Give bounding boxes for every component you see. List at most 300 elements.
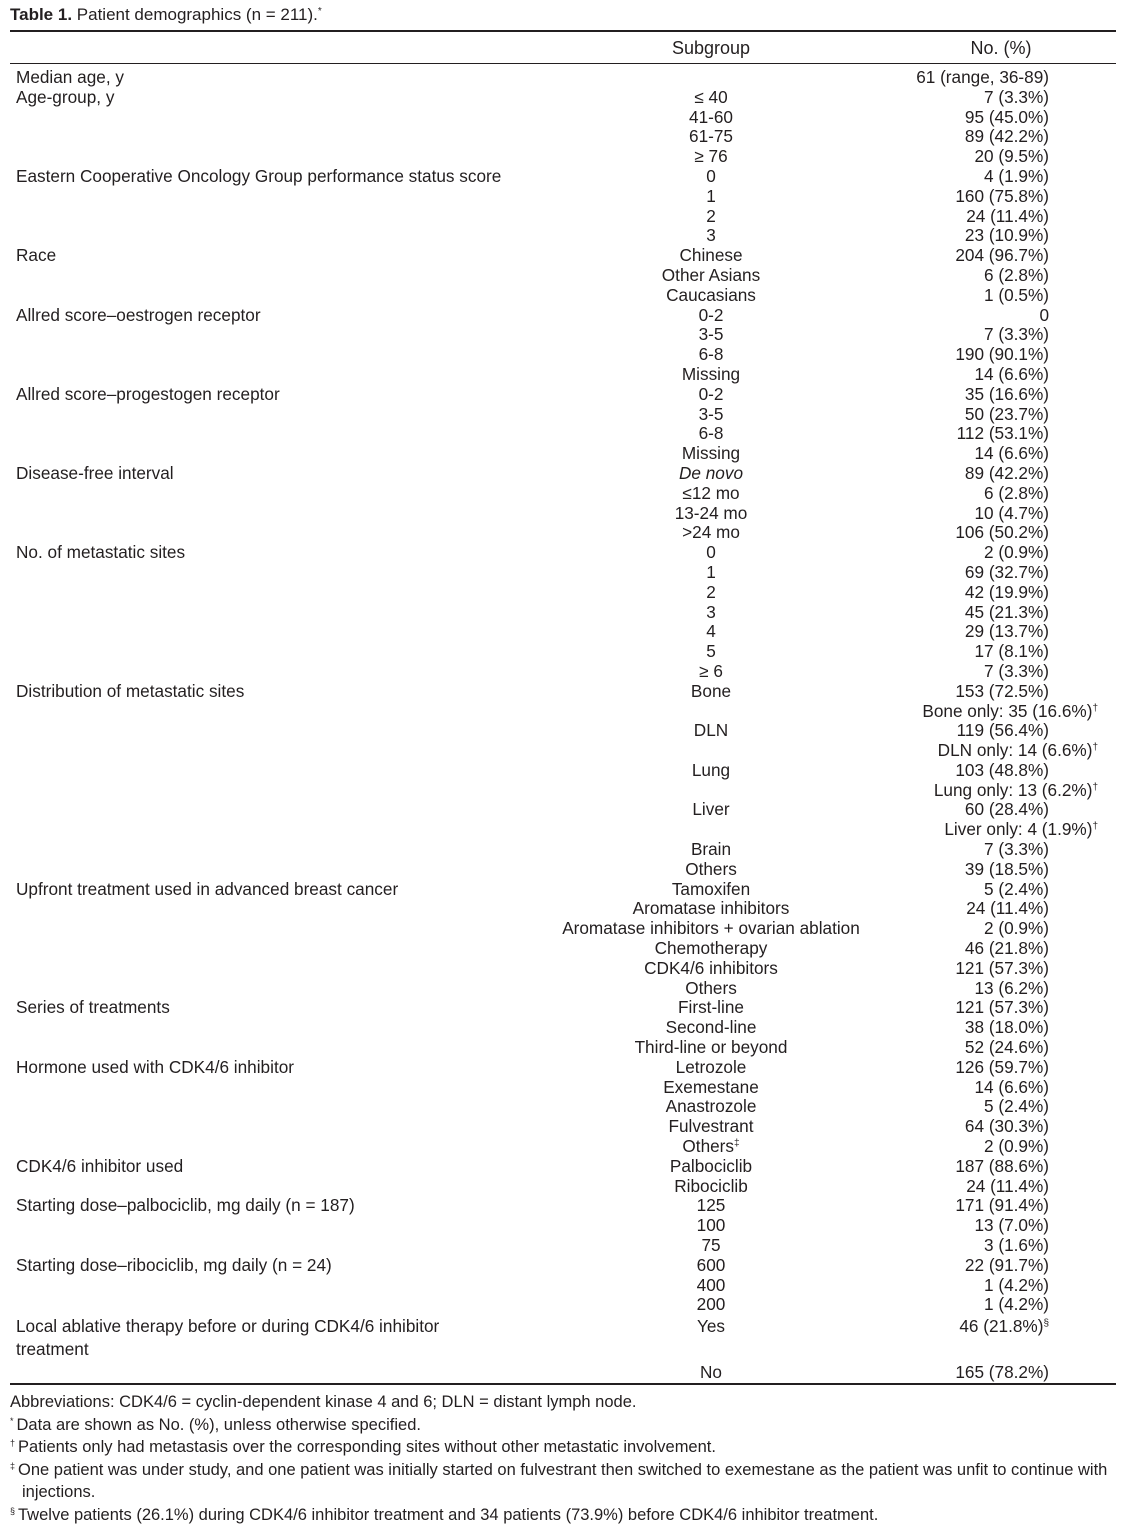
subgroup-text: ≥ 76 [694, 146, 728, 167]
count-text: 24 (11.4%) [966, 898, 1049, 919]
subgroup-cell [551, 603, 871, 623]
subgroup-text: Bone [690, 680, 732, 701]
count-text: 39 (18.5%) [964, 858, 1049, 879]
subgroup-cell [551, 899, 871, 919]
count-cell [871, 147, 1116, 167]
count-text: 204 (96.7%) [955, 245, 1049, 266]
subgroup-cell [551, 1078, 871, 1098]
count-text: 64 (30.3%) [964, 1116, 1049, 1137]
subgroup-text: Others [685, 977, 737, 998]
subgroup-cell [551, 959, 871, 979]
count-text: 190 (90.1%) [955, 344, 1049, 365]
subgroup-text: 0 [706, 165, 716, 186]
count-cell [871, 781, 1116, 801]
count-text: 1 (0.5%) [984, 284, 1049, 305]
count-text: 3 (1.6%) [984, 1235, 1049, 1256]
table-row [10, 583, 1116, 603]
characteristic-cell [10, 840, 551, 860]
table-row [10, 108, 1116, 128]
subgroup-cell [551, 1058, 871, 1078]
footnote-text: Patients only had metastasis over the corresponding sites without other metastatic involvement. [18, 1438, 716, 1457]
subgroup-text: 4 [706, 621, 716, 642]
subgroup-text: Lung [691, 759, 731, 780]
table-row [10, 424, 1116, 444]
count-cell [871, 1097, 1116, 1117]
table-number: Table 1. [10, 5, 73, 24]
count-text: 89 (42.2%) [964, 462, 1049, 483]
subgroup-text: Caucasians [666, 284, 756, 305]
subgroup-cell [551, 1157, 871, 1177]
table-row [10, 345, 1116, 365]
subgroup-text: 1 [706, 561, 716, 582]
characteristic-cell [10, 266, 551, 286]
table-row [10, 306, 1116, 326]
table-row [10, 246, 1116, 266]
table-row [10, 820, 1116, 840]
subgroup-text: DLN [693, 720, 729, 741]
table-row [10, 860, 1116, 880]
table-row [10, 405, 1116, 425]
count-cell [871, 444, 1116, 464]
footnote-mark: * [10, 1415, 14, 1426]
count-text: 24 (11.4%) [966, 1175, 1049, 1196]
characteristic-cell [10, 226, 551, 246]
characteristic-cell [10, 1276, 551, 1296]
subgroup-cell [551, 880, 871, 900]
subgroup-text: 3-5 [698, 324, 724, 345]
subgroup-cell [551, 424, 871, 444]
count-text: 5 (2.4%) [984, 878, 1049, 899]
table-row [10, 147, 1116, 167]
footnote-mark: § [1043, 1318, 1049, 1330]
count-cell [871, 721, 1116, 741]
subgroup-text: 5 [706, 641, 716, 662]
characteristic-cell [10, 1038, 551, 1058]
count-cell [871, 246, 1116, 266]
subgroup-cell [551, 147, 871, 167]
table-row [10, 523, 1116, 543]
table-row [10, 1058, 1116, 1078]
count-text: 2 (0.9%) [984, 1136, 1049, 1157]
subgroup-cell [551, 840, 871, 860]
subgroup-cell [551, 127, 871, 147]
subgroup-text: 2 [706, 581, 716, 602]
subgroup-text: Third-line or beyond [634, 1037, 788, 1058]
count-cell [871, 1256, 1116, 1276]
subgroup-text: 200 [696, 1294, 726, 1315]
count-text: 160 (75.8%) [955, 185, 1049, 206]
count-text: 13 (6.2%) [974, 977, 1049, 998]
subgroup-text: Other Asians [661, 264, 761, 285]
count-text: 14 (6.6%) [974, 443, 1049, 464]
footnote-mark: ‡ [734, 1138, 740, 1150]
count-text: 10 (4.7%) [974, 502, 1049, 523]
characteristic-cell [10, 444, 551, 464]
characteristic-cell [10, 484, 551, 504]
subgroup-header: Subgroup [671, 38, 751, 58]
table-row [10, 543, 1116, 563]
count-cell [871, 563, 1116, 583]
subgroup-text: Palbociclib [669, 1155, 753, 1176]
characteristic-cell [10, 741, 551, 761]
count-text: 42 (19.9%) [964, 581, 1049, 602]
subgroup-text: Missing [681, 363, 741, 384]
subgroup-cell [551, 266, 871, 286]
count-cell [871, 464, 1116, 484]
subgroup-cell [551, 1097, 871, 1117]
characteristic-cell [10, 523, 551, 543]
footnote-mark: † [1092, 821, 1098, 833]
count-text: 14 (6.6%) [974, 1076, 1049, 1097]
count-text: 24 (11.4%) [966, 205, 1049, 226]
count-text: 60 (28.4%) [964, 799, 1049, 820]
characteristic-cell: Hormone used with CDK4/6 inhibitor [16, 1056, 294, 1077]
table-row [10, 286, 1116, 306]
subgroup-text: ≤12 mo [682, 482, 740, 503]
count-text: 35 (16.6%) [964, 383, 1049, 404]
subgroup-text: 3 [706, 225, 716, 246]
subgroup-cell [551, 226, 871, 246]
table-row [10, 603, 1116, 623]
table-row [10, 266, 1116, 286]
subgroup-cell [551, 998, 871, 1018]
count-cell [871, 860, 1116, 880]
count-cell [871, 1157, 1116, 1177]
table-row [10, 1236, 1116, 1256]
count-text: 17 (8.1%) [974, 641, 1049, 662]
subgroup-text: De novo [678, 462, 744, 483]
characteristic-cell [10, 939, 551, 959]
subgroup-cell [551, 88, 871, 108]
table-row [10, 365, 1116, 385]
subgroup-cell [551, 761, 871, 781]
subgroup-cell [551, 721, 871, 741]
subgroup-text: Fulvestrant [668, 1116, 754, 1137]
count-text: 14 (6.6%) [974, 363, 1049, 384]
subgroup-cell [551, 1137, 871, 1157]
table-row [10, 1295, 1116, 1315]
subgroup-text: Chemotherapy [654, 938, 768, 959]
table-row [10, 998, 1116, 1018]
table-row [10, 840, 1116, 860]
count-text: 95 (45.0%) [964, 106, 1049, 127]
footnote-text: One patient was under study, and one patient was initially started on fulvestrant then switched to exemestane as the patient was unfit to continue with injections. [18, 1460, 1108, 1502]
subgroup-cell [551, 464, 871, 484]
table-row [10, 1216, 1116, 1236]
subgroup-cell [551, 444, 871, 464]
characteristic-cell [10, 642, 551, 662]
subgroup-text: ≤ 40 [694, 86, 728, 107]
characteristic-cell [10, 979, 551, 999]
count-cell [871, 167, 1116, 187]
characteristic-cell [10, 424, 551, 444]
count-cell [871, 682, 1116, 702]
table-row [10, 226, 1116, 246]
count-text: 46 (21.8%) [964, 938, 1049, 959]
count-cell [871, 1117, 1116, 1137]
table-row [10, 127, 1116, 147]
count-cell [871, 1018, 1116, 1038]
table-row [10, 919, 1116, 939]
count-cell [871, 405, 1116, 425]
subgroup-cell [551, 325, 871, 345]
characteristic-cell [10, 959, 551, 979]
table-row [10, 1038, 1116, 1058]
table-header [10, 32, 1116, 63]
count-cell [871, 899, 1116, 919]
table-row [10, 167, 1116, 187]
count-cell [871, 385, 1116, 405]
count-text: 89 (42.2%) [964, 126, 1049, 147]
characteristic-cell: Race [16, 245, 57, 266]
subgroup-text: Others [685, 858, 737, 879]
table-row [10, 1196, 1116, 1216]
table-row [10, 88, 1116, 108]
subgroup-cell [551, 1117, 871, 1137]
subgroup-cell [551, 800, 871, 820]
characteristic-cell [10, 286, 551, 306]
table-row [10, 702, 1116, 722]
count-text: 121 (57.3%) [955, 997, 1049, 1018]
subgroup-cell [551, 1276, 871, 1296]
characteristic-cell [10, 662, 551, 682]
subgroup-cell [551, 187, 871, 207]
count-text: 69 (32.7%) [964, 561, 1049, 582]
footnote-mark: ‡ [10, 1460, 16, 1471]
subgroup-text: Others [682, 1136, 735, 1157]
subgroup-text: 0-2 [698, 383, 724, 404]
subgroup-text: Aromatase inhibitors [632, 898, 790, 919]
subgroup-cell [551, 306, 871, 326]
count-header: No. (%) [970, 38, 1032, 58]
count-cell [871, 662, 1116, 682]
count-text: 23 (10.9%) [964, 225, 1049, 246]
count-cell [871, 998, 1116, 1018]
table-row [10, 880, 1116, 900]
subgroup-text: Liver [692, 799, 730, 820]
table-row [10, 899, 1116, 919]
characteristic-cell [10, 187, 551, 207]
characteristic-cell: Starting dose–ribociclib, mg daily (n = 24) [16, 1254, 332, 1275]
subgroup-text: Chinese [679, 245, 743, 266]
subgroup-text: Letrozole [675, 1056, 747, 1077]
subgroup-cell [551, 385, 871, 405]
table-row [10, 741, 1116, 761]
table-row [10, 68, 1116, 88]
subgroup-cell [551, 523, 871, 543]
subgroup-text: Exemestane [663, 1076, 759, 1097]
subgroup-cell [551, 563, 871, 583]
count-cell [871, 226, 1116, 246]
footnote-mark: † [10, 1438, 16, 1449]
count-cell [871, 1361, 1116, 1383]
count-text: 112 (53.1%) [956, 423, 1049, 444]
characteristic-cell [10, 761, 551, 781]
footnotes [10, 1385, 1116, 1526]
table-row [10, 385, 1116, 405]
table-row [10, 1276, 1116, 1296]
count-cell [871, 1216, 1116, 1236]
caption-footnote-mark: * [317, 6, 322, 17]
count-text: Lung only: 13 (6.2%) [933, 779, 1093, 800]
table-page [10, 0, 1116, 1526]
count-text: 52 (24.6%) [964, 1037, 1049, 1058]
footnote-mark: † [1092, 742, 1098, 754]
count-text: 7 (3.3%) [984, 86, 1049, 107]
subgroup-cell [551, 682, 871, 702]
characteristic-cell [10, 365, 551, 385]
subgroup-cell [551, 1256, 871, 1276]
count-text: 46 (21.8%) [959, 1316, 1044, 1337]
characteristic-cell [10, 1216, 551, 1236]
characteristic-cell [10, 820, 551, 840]
count-cell [871, 1315, 1116, 1338]
subgroup-cell [551, 1295, 871, 1315]
characteristic-cell [10, 622, 551, 642]
count-cell [871, 108, 1116, 128]
characteristic-cell: Starting dose–palbociclib, mg daily (n = 187) [16, 1195, 355, 1216]
subgroup-text: 0-2 [698, 304, 724, 325]
table-row [10, 1097, 1116, 1117]
table-row [10, 682, 1116, 702]
characteristic-cell [10, 345, 551, 365]
count-cell [871, 761, 1116, 781]
count-text: 165 (78.2%) [955, 1362, 1049, 1383]
subgroup-cell [551, 108, 871, 128]
count-cell [871, 702, 1116, 722]
count-cell [871, 523, 1116, 543]
subgroup-text: 6-8 [698, 344, 724, 365]
table-row [10, 1177, 1116, 1197]
count-cell [871, 622, 1116, 642]
count-text: 20 (9.5%) [974, 146, 1049, 167]
count-cell [871, 266, 1116, 286]
subgroup-text: First-line [678, 997, 744, 1018]
footnote [10, 1504, 1116, 1527]
footnote [10, 1436, 1116, 1459]
count-text: 187 (88.6%) [955, 1155, 1049, 1176]
footnote [10, 1459, 1116, 1504]
characteristic-cell [10, 800, 551, 820]
subgroup-cell [551, 979, 871, 999]
subgroup-text: Second-line [665, 1017, 757, 1038]
characteristic-cell [10, 919, 551, 939]
subgroup-cell [551, 860, 871, 880]
characteristic-cell [10, 702, 551, 722]
count-cell [871, 207, 1116, 227]
subgroup-text: Missing [681, 443, 741, 464]
count-cell [871, 583, 1116, 603]
footnote [10, 1414, 1116, 1437]
count-text: 119 (56.4%) [956, 720, 1049, 741]
table-row [10, 761, 1116, 781]
count-text: 7 (3.3%) [984, 324, 1049, 345]
table-row [10, 1315, 1116, 1361]
footnote-mark: † [1092, 702, 1098, 714]
subgroup-cell [551, 702, 871, 722]
subgroup-cell [551, 939, 871, 959]
table-row [10, 622, 1116, 642]
count-text: 6 (2.8%) [984, 482, 1049, 503]
table-row [10, 1157, 1116, 1177]
footnote-text: Twelve patients (26.1%) during CDK4/6 inhibitor treatment and 34 patients (73.9%) before CDK4/6 inhibitor treatment. [18, 1505, 879, 1524]
characteristic-cell: Eastern Cooperative Oncology Group performance status score [16, 165, 502, 186]
characteristic-cell [10, 207, 551, 227]
subgroup-text: 3-5 [698, 403, 724, 424]
subgroup-text: 400 [696, 1274, 726, 1295]
count-text: 13 (7.0%) [974, 1215, 1049, 1236]
characteristic-cell: Series of treatments [16, 997, 170, 1018]
count-text: 1 (4.2%) [984, 1294, 1049, 1315]
characteristic-cell [10, 721, 551, 741]
subgroup-cell [551, 207, 871, 227]
subgroup-text: 3 [706, 601, 716, 622]
subgroup-cell [551, 919, 871, 939]
count-cell [871, 1038, 1116, 1058]
count-text: 7 (3.3%) [984, 660, 1049, 681]
subgroup-text: 2 [706, 205, 716, 226]
subgroup-cell [551, 504, 871, 524]
count-text: 153 (72.5%) [955, 680, 1049, 701]
count-text: 126 (59.7%) [955, 1056, 1049, 1077]
count-cell [871, 1137, 1116, 1157]
subgroup-cell [551, 1216, 871, 1236]
count-cell [871, 840, 1116, 860]
subgroup-cell [551, 662, 871, 682]
count-text: 61 (range, 36-89) [916, 67, 1049, 87]
subgroup-cell [551, 167, 871, 187]
subgroup-cell [551, 583, 871, 603]
table-row [10, 504, 1116, 524]
table-row [10, 1361, 1116, 1383]
subgroup-text: Tamoxifen [671, 878, 751, 899]
subgroup-text: Ribociclib [674, 1175, 748, 1196]
subgroup-text: 6-8 [698, 423, 724, 444]
count-text: 4 (1.9%) [984, 165, 1049, 186]
count-text: 0 [1039, 304, 1049, 325]
subgroup-text: 1 [706, 185, 716, 206]
table-row [10, 800, 1116, 820]
count-cell [871, 1236, 1116, 1256]
characteristic-cell [10, 1295, 551, 1315]
subgroup-text: Yes [696, 1316, 726, 1337]
count-cell [871, 306, 1116, 326]
count-cell [871, 741, 1116, 761]
subgroup-cell [551, 1038, 871, 1058]
subgroup-cell [551, 1177, 871, 1197]
characteristic-cell [10, 127, 551, 147]
count-cell [871, 345, 1116, 365]
characteristic-cell: No. of metastatic sites [16, 542, 186, 563]
count-cell [871, 1295, 1116, 1315]
table-row [10, 662, 1116, 682]
table-row [10, 1117, 1116, 1137]
characteristic-cell: Disease-free interval [16, 462, 174, 483]
count-text: 5 (2.4%) [984, 1096, 1049, 1117]
characteristic-cell [10, 1361, 551, 1383]
characteristic-cell: Upfront treatment used in advanced breast cancer [16, 878, 399, 899]
table-row [10, 781, 1116, 801]
characteristic-cell [10, 603, 551, 623]
subgroup-text: 41-60 [689, 106, 733, 127]
subgroup-cell [551, 345, 871, 365]
characteristic-cell [10, 1078, 551, 1098]
count-text: 29 (13.7%) [964, 621, 1049, 642]
characteristic-cell [10, 860, 551, 880]
count-cell [871, 365, 1116, 385]
characteristic-cell [10, 1177, 551, 1197]
table-row [10, 642, 1116, 662]
